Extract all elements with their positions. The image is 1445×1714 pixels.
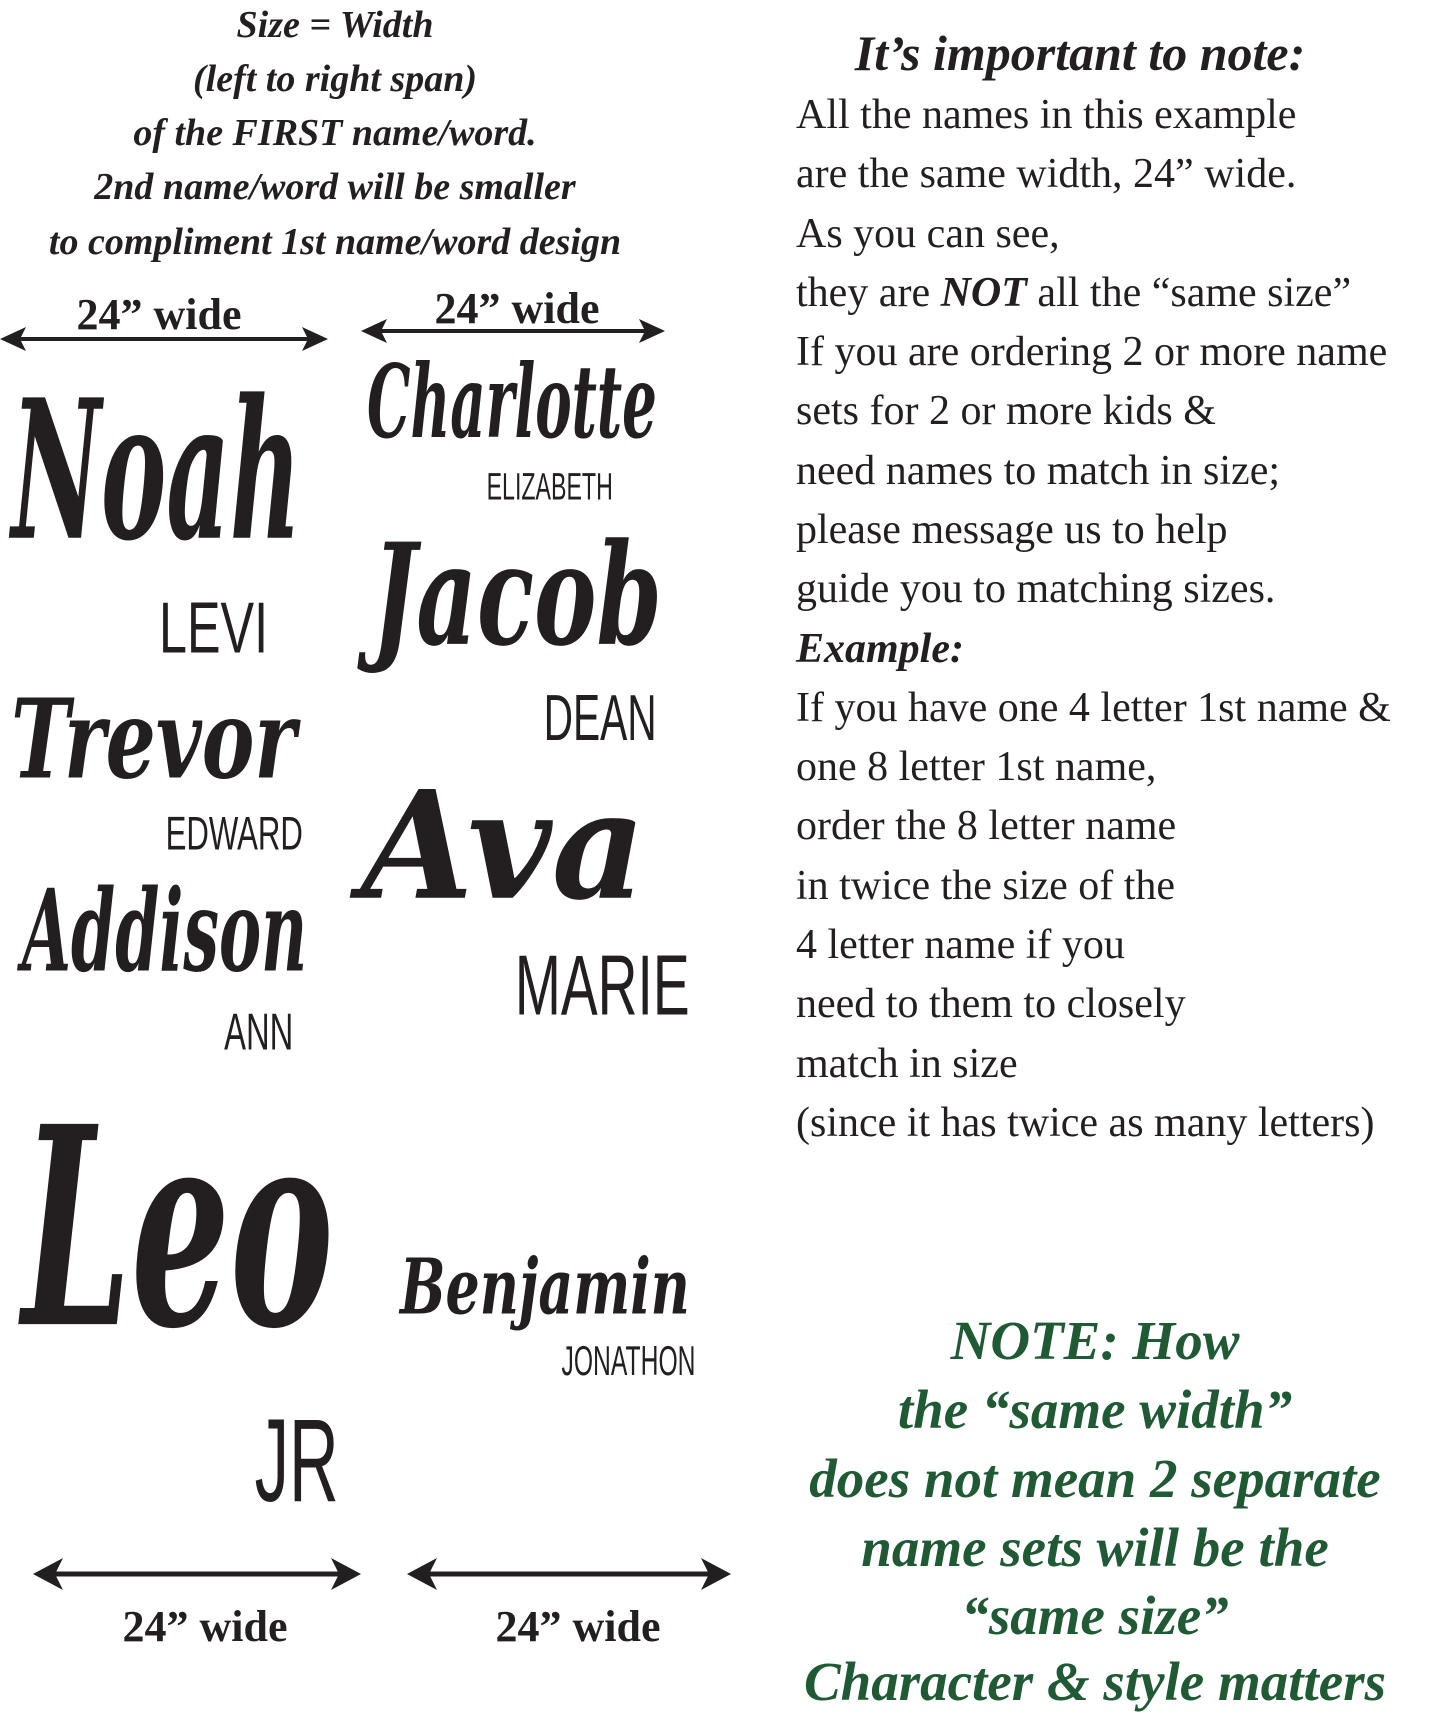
note-line: If you are ordering 2 or more name [796, 329, 1388, 375]
green-note-line [800, 1652, 1390, 1712]
block-name: JR [254, 1393, 340, 1526]
size-definition-line [10, 221, 660, 265]
script-name: Noah [11, 357, 301, 585]
double-arrow-icon [361, 331, 362, 332]
width-label-text: 24” wide [76, 289, 242, 339]
double-arrow-icon [33, 1574, 34, 1575]
example-second-name [487, 466, 613, 509]
example-second-name [544, 680, 657, 755]
script-name: Addison [21, 863, 308, 998]
green-note-line [800, 1310, 1390, 1372]
block-name: ELIZABETH [486, 466, 614, 509]
note-line: If you have one 4 letter 1st name & [796, 685, 1391, 731]
width-label-bottom-left [105, 1602, 305, 1650]
note-line: need names to match in size; [796, 448, 1281, 494]
example-second-name [159, 587, 268, 671]
width-label-bottom-right [478, 1602, 678, 1650]
block-name: EDWARD [165, 806, 304, 860]
note-line: As you can see, [796, 211, 1060, 257]
green-note-text: the “same width” [897, 1379, 1293, 1441]
note-line: guide you to matching sizes. [796, 566, 1276, 612]
example-second-name [255, 1392, 339, 1528]
example-first-name [372, 511, 662, 677]
example-first-name [11, 676, 296, 802]
note-line: order the 8 letter name [796, 803, 1177, 849]
example-first-name [367, 345, 657, 461]
note-line: in twice the size of the [796, 863, 1176, 909]
note-title [790, 25, 1370, 83]
block-name: DEAN [543, 680, 658, 754]
note-line [796, 268, 1351, 318]
green-note-text: “same size” [961, 1585, 1229, 1647]
script-name: Charlotte [367, 343, 657, 462]
note-line: please message us to help [796, 507, 1228, 553]
green-note-line [800, 1379, 1390, 1441]
script-name: Trevor [11, 674, 297, 804]
note-line: match in size [796, 1041, 1018, 1087]
double-arrow-icon [407, 1574, 408, 1575]
note-line: are the same width, 24” wide. [796, 151, 1297, 197]
note-example-heading: Example: [796, 626, 964, 672]
green-note-text: does not mean 2 separate [809, 1448, 1381, 1510]
width-label-top-right [417, 283, 617, 333]
note-line: need to them to closely [796, 981, 1186, 1027]
example-first-name [400, 1243, 690, 1331]
header-text: Size = Width [236, 4, 434, 47]
example-second-name [561, 1337, 695, 1385]
note-line: sets for 2 or more kids & [796, 388, 1216, 434]
script-name: Jacob [372, 511, 662, 677]
green-note-line [800, 1517, 1390, 1579]
size-definition-line [10, 58, 660, 102]
example-first-name [21, 863, 308, 998]
note-title-text: It’s important to note: [854, 25, 1306, 82]
note-line: (since it has twice as many letters) [796, 1100, 1375, 1146]
green-note-line [800, 1585, 1390, 1647]
block-name: ANN [223, 1002, 294, 1061]
note-text: they are [796, 270, 931, 316]
example-first-name [11, 357, 301, 585]
note-line: All the names in this example [796, 92, 1297, 138]
header-text: of the FIRST name/word. [133, 112, 537, 155]
green-note-text: Character & style matters [803, 1651, 1387, 1713]
script-name: Benjamin [400, 1241, 690, 1332]
width-label-text: 24” wide [122, 1601, 288, 1651]
header-text: 2nd name/word will be smaller [94, 166, 576, 209]
size-definition-line [10, 166, 660, 210]
header-text: (left to right span) [193, 58, 477, 101]
width-label-top-left [59, 289, 259, 339]
block-name: JONATHON [561, 1337, 695, 1385]
example-second-name [224, 1002, 293, 1062]
green-note-text: NOTE: How [950, 1310, 1240, 1372]
green-note-line [800, 1448, 1390, 1510]
note-line: one 8 letter 1st name, [796, 744, 1157, 790]
size-definition-line [10, 112, 660, 156]
green-note-text: name sets will be the [861, 1517, 1329, 1579]
size-definition-line [10, 4, 660, 48]
width-label-text: 24” wide [495, 1601, 661, 1651]
header-text: to compliment 1st name/word design [48, 221, 622, 264]
example-first-name [22, 1066, 334, 1390]
script-name: Ava [361, 758, 646, 934]
note-text: all the “same size” [1037, 270, 1352, 316]
double-arrow-icon [0, 339, 1, 340]
width-label-text: 24” wide [434, 283, 600, 333]
block-name: MARIE [515, 937, 690, 1033]
example-first-name [361, 760, 646, 932]
note-emphasis: NOT [940, 270, 1027, 316]
block-name: LEVI [158, 588, 269, 669]
example-second-name [166, 806, 303, 860]
script-name: Leo [22, 1066, 334, 1390]
example-second-name [515, 937, 690, 1035]
note-line: 4 letter name if you [796, 922, 1125, 968]
